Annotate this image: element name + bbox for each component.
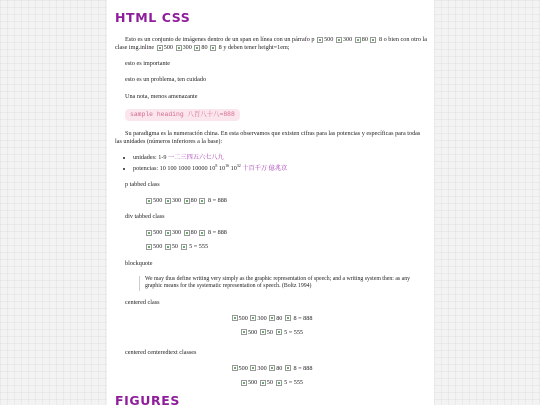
broken-image-icon	[165, 244, 171, 250]
num-300: 300	[342, 36, 353, 44]
blockquote: We may thus define writing very simply as the graphic representation of speech; and a writing system then: as any graphic means for the systematic representation of speech. (Boltz 1994)	[139, 276, 428, 291]
broken-image-icon	[157, 45, 163, 51]
equation: 8 = 888	[293, 314, 313, 322]
div-tabbed-label: div tabbed class	[125, 213, 165, 221]
broken-image-icon	[276, 380, 282, 386]
broken-image-icon	[260, 329, 266, 335]
powers-chars: 十百千万 億兆京	[242, 165, 288, 173]
num-80: 80	[361, 36, 368, 44]
num: 80	[190, 197, 197, 205]
exponent: 32	[236, 163, 241, 169]
centered-text-row-2	[115, 379, 428, 387]
num-80: 80	[201, 44, 208, 52]
centered-row	[115, 315, 428, 323]
num: 500	[238, 314, 248, 322]
num-500: 500	[163, 44, 174, 52]
num: 50	[171, 243, 179, 251]
broken-image-icon	[241, 329, 247, 335]
broken-image-icon	[199, 230, 205, 236]
equation-text-2: 8 y deben tener height=1em;	[218, 44, 290, 52]
broken-image-icon	[184, 230, 190, 236]
num: 50	[266, 378, 273, 386]
equation: 8 = 888	[207, 197, 227, 205]
div-tabbed-row	[115, 229, 428, 237]
num: 500	[247, 328, 258, 336]
broken-image-icon	[250, 315, 256, 321]
num: 300	[257, 364, 267, 372]
broken-image-icon	[184, 198, 190, 204]
num: 80	[276, 314, 283, 322]
broken-image-icon	[276, 329, 282, 335]
units-chars: 一二三四五六七八九	[168, 154, 224, 162]
num: 500	[153, 243, 163, 251]
broken-image-icon	[269, 315, 275, 321]
num: 500	[238, 364, 248, 372]
num: 80	[276, 364, 283, 372]
num-500: 500	[324, 36, 334, 44]
broken-image-icon	[210, 45, 216, 51]
code-sample: sample heading 八百八十八=888	[125, 109, 240, 121]
centered-text-label: centered centeredtext classes	[125, 348, 197, 356]
broken-image-icon	[199, 198, 205, 204]
broken-image-icon	[336, 37, 342, 43]
p-tabbed-label: p tabbed class	[125, 181, 160, 189]
broken-image-icon	[285, 365, 291, 371]
p-tabbed-row	[115, 197, 428, 205]
equation: 8 = 888	[207, 229, 227, 237]
intro-paragraph	[115, 36, 428, 52]
note-menace: Una nota, menos amenazante	[125, 92, 198, 100]
div-tabbed-row-2	[115, 243, 428, 251]
num-300: 300	[182, 44, 192, 52]
powers-mid: 10	[229, 165, 237, 173]
intro-text-2: con otro la clase img.inline	[115, 36, 427, 52]
num: 500	[153, 229, 163, 237]
broken-image-icon	[165, 198, 171, 204]
equation: 5 = 555	[284, 378, 304, 386]
broken-image-icon	[176, 45, 182, 51]
broken-image-icon	[260, 380, 266, 386]
broken-image-icon	[146, 244, 152, 250]
chinese-paragraph: Su paradigma es la numeración china. En esta observamos que existen cifras para las potencias y específicas para todas las unidades (números inferiores a la base):	[115, 129, 421, 145]
broken-image-icon	[181, 244, 187, 250]
units-label: unidades: 1-9	[133, 154, 167, 162]
intro-text: Esto es un conjunto de imágenes dentro de un span en línea con un párrafo p	[125, 36, 315, 44]
broken-image-icon	[146, 230, 152, 236]
powers-label: potencias: 10 100 1000 10000 10	[133, 165, 216, 173]
num: 300	[171, 229, 182, 237]
num: 80	[190, 229, 197, 237]
broken-image-icon	[370, 37, 376, 43]
equation: 8 = 888	[293, 364, 313, 372]
centered-label: centered class	[125, 298, 160, 306]
broken-image-icon	[241, 380, 247, 386]
exponent: 8	[215, 163, 218, 169]
broken-image-icon	[317, 37, 323, 43]
broken-image-icon	[269, 365, 275, 371]
broken-image-icon	[285, 315, 291, 321]
equation-text: 8 o bien	[379, 36, 399, 44]
document-page	[107, 0, 434, 405]
section-title: HTML CSS	[115, 10, 191, 25]
list-item	[133, 154, 428, 162]
list-item	[133, 163, 428, 173]
centered-row-2	[115, 329, 428, 337]
broken-image-icon	[232, 365, 238, 371]
equation: 5 = 555	[189, 243, 209, 251]
broken-image-icon	[194, 45, 200, 51]
broken-image-icon	[165, 230, 171, 236]
num: 300	[257, 314, 267, 322]
num: 500	[247, 378, 258, 386]
exponent: 16	[225, 163, 230, 169]
figures-title: FIGURES	[115, 393, 180, 405]
bullet-list	[115, 154, 428, 173]
broken-image-icon	[232, 315, 238, 321]
num: 500	[153, 197, 163, 205]
note-problem: esto es un problema, ten cuidado	[125, 76, 207, 84]
powers-mid: 10	[217, 165, 226, 173]
note-important: esto es importante	[125, 60, 171, 68]
num: 300	[171, 197, 182, 205]
centered-text-row	[115, 365, 428, 373]
broken-image-icon	[355, 37, 361, 43]
blockquote-label: blockquote	[125, 259, 153, 267]
broken-image-icon	[250, 365, 256, 371]
equation: 5 = 555	[284, 328, 304, 336]
broken-image-icon	[146, 198, 152, 204]
content	[107, 0, 434, 405]
num: 50	[266, 328, 273, 336]
